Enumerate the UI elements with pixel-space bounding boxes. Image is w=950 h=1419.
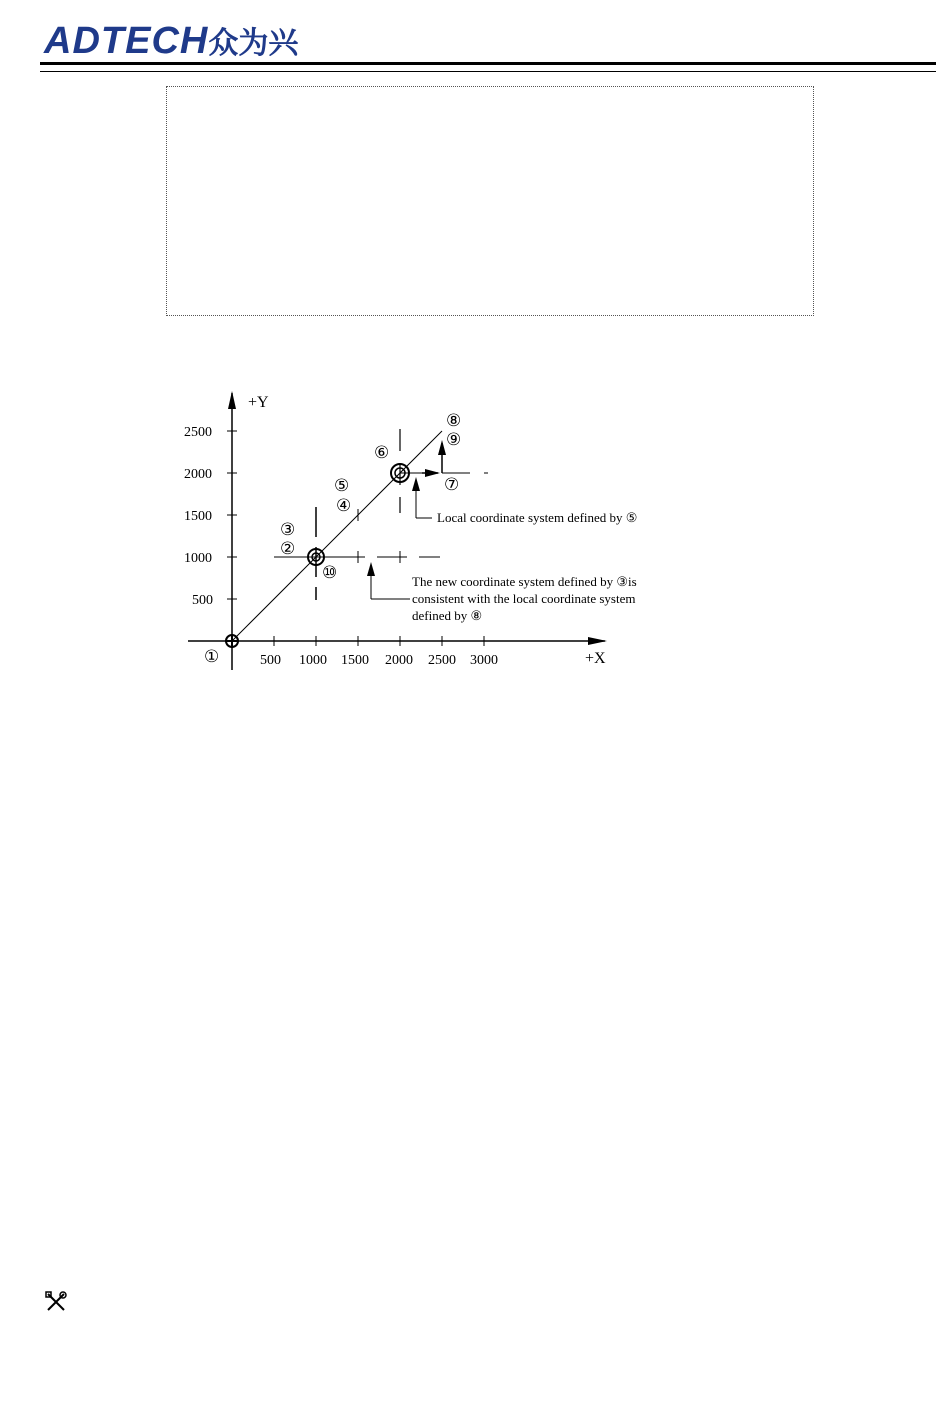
y-tick-label: 1500 <box>184 509 212 524</box>
y-tick-label: 2500 <box>184 425 212 440</box>
marker-5: ⑤ <box>334 476 350 495</box>
x-tick-label: 3000 <box>470 653 498 668</box>
logo-text: ADTECH <box>44 20 209 62</box>
marker-8: ⑧ <box>446 411 462 430</box>
diagonal-path <box>232 431 442 641</box>
y-axis-arrow <box>228 391 236 409</box>
y-axis-label: +Y <box>248 394 269 411</box>
y-tick-label: 2000 <box>184 467 212 482</box>
y-tick-label: 500 <box>192 593 213 608</box>
annotation-new-line3: defined by ⑧ <box>412 608 483 623</box>
x-axis-label: +X <box>585 650 606 667</box>
tools-icon <box>44 1290 68 1314</box>
marker-10: ⑩ <box>322 563 338 582</box>
annotation-new-line2: consistent with the local coordinate system <box>412 591 636 606</box>
code-box <box>166 86 814 316</box>
marker-1: ① <box>204 647 220 666</box>
x-tick-label: 2500 <box>428 653 456 668</box>
x-axis-arrow <box>588 637 607 645</box>
x-tick-label: 1000 <box>299 653 327 668</box>
leader-new-head <box>367 562 375 576</box>
x-tick-label: 2000 <box>385 653 413 668</box>
header-rule-thick <box>40 62 936 65</box>
header-rule-thin <box>40 71 936 72</box>
annotation-local: Local coordinate system defined by ⑤ <box>437 510 638 525</box>
x-tick-label: 500 <box>260 653 281 668</box>
x-tick-label: 1500 <box>341 653 369 668</box>
marker-2: ② <box>280 539 296 558</box>
y-tick-label: 1000 <box>184 551 212 566</box>
marker-3: ③ <box>280 520 296 539</box>
leader-local-head <box>412 477 420 491</box>
marker-4: ④ <box>336 496 352 515</box>
header-logo <box>44 18 299 62</box>
marker-9: ⑨ <box>446 430 462 449</box>
marker-7: ⑦ <box>444 475 460 494</box>
logo-chinese: 众为兴 <box>208 26 299 61</box>
marker-6: ⑥ <box>374 443 390 462</box>
local-x-arrow-head <box>425 469 440 477</box>
annotation-new-line1: The new coordinate system defined by ③is <box>412 574 637 589</box>
local-y-arrow-head <box>438 440 446 455</box>
coordinate-figure <box>170 385 790 685</box>
